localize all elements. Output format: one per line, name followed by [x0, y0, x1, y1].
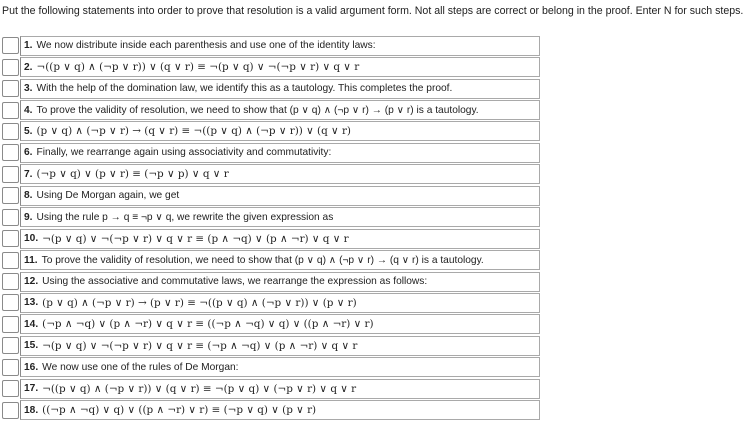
statement-text: ¬(p ∨ q) ∨ ¬(¬p ∨ r) ∨ q ∨ r ≡ (p ∧ ¬q) ∨ (p ∧ ¬r) ∨ q ∨ r	[42, 232, 349, 245]
statement-row	[0, 271, 540, 292]
statement-number: 11.	[24, 254, 38, 266]
statement-row	[0, 228, 540, 249]
statement-row	[0, 142, 540, 163]
statement-number: 4.	[24, 104, 33, 116]
statement-number: 14.	[24, 318, 39, 330]
statement-text: ¬((p ∨ q) ∧ (¬p ∨ r)) ∨ (q ∨ r) ≡ ¬(p ∨ q) ∨ (¬p ∨ r) ∨ q ∨ r	[42, 382, 357, 395]
order-input[interactable]	[2, 380, 19, 397]
statement-row	[0, 249, 540, 270]
statement-text: We now use one of the rules of De Morgan:	[42, 361, 239, 373]
statement-number: 1.	[24, 40, 33, 52]
statement-text: ((¬p ∧ ¬q) ∨ q) ∨ ((p ∧ ¬r) ∨ r) ≡ (¬p ∨ q) ∨ (p ∨ r)	[42, 404, 317, 417]
statement-box	[20, 250, 540, 270]
statement-list	[0, 35, 540, 421]
statement-text: (¬p ∧ ¬q) ∨ (p ∧ ¬r) ∨ q ∨ r ≡ ((¬p ∧ ¬q) ∨ q) ∨ ((p ∧ ¬r) ∨ r)	[42, 318, 374, 331]
statement-number: 6.	[24, 147, 33, 159]
statement-box	[20, 143, 540, 163]
order-input[interactable]	[2, 37, 19, 54]
order-input[interactable]	[2, 209, 19, 226]
statement-number: 7.	[24, 168, 33, 180]
statement-text: Using De Morgan again, we get	[36, 190, 180, 202]
statement-box	[20, 186, 540, 206]
statement-box	[20, 357, 540, 377]
statement-box	[20, 336, 540, 356]
statement-box	[20, 36, 540, 56]
order-input[interactable]	[2, 294, 19, 311]
order-input[interactable]	[2, 273, 19, 290]
statement-box	[20, 57, 540, 77]
statement-text: We now distribute inside each parenthesis and use one of the identity laws:	[36, 40, 376, 52]
statement-number: 18.	[24, 404, 39, 416]
statement-text: (¬p ∨ q) ∨ (p ∨ r) ≡ (¬p ∨ p) ∨ q ∨ r	[36, 168, 229, 181]
order-input[interactable]	[2, 144, 19, 161]
statement-box	[20, 207, 540, 227]
statement-row	[0, 357, 540, 378]
statement-text: To prove the validity of resolution, we need to show that (p ∨ q) ∧ (¬p ∨ r) → (q ∨ r) is a tautology.	[41, 254, 484, 266]
order-input[interactable]	[2, 123, 19, 140]
order-input[interactable]	[2, 80, 19, 97]
statement-number: 16.	[24, 361, 39, 373]
statement-text: (p ∨ q) ∧ (¬p ∨ r) → (p ∨ r) ≡ ¬((p ∨ q) ∧ (¬p ∨ r)) ∨ (p ∨ r)	[42, 296, 357, 309]
order-input[interactable]	[2, 102, 19, 119]
statement-box	[20, 100, 540, 120]
statement-row	[0, 399, 540, 420]
statement-number: 9.	[24, 211, 33, 223]
statement-number: 10.	[24, 233, 39, 245]
statement-number: 17.	[24, 383, 39, 395]
order-input[interactable]	[2, 187, 19, 204]
statement-box	[20, 79, 540, 99]
statement-text: ¬((p ∨ q) ∧ (¬p ∨ r)) ∨ (q ∨ r) ≡ ¬(p ∨ q) ∨ ¬(¬p ∨ r) ∨ q ∨ r	[36, 61, 360, 74]
statement-row	[0, 378, 540, 399]
statement-row	[0, 207, 540, 228]
statement-row	[0, 335, 540, 356]
statement-number: 3.	[24, 83, 33, 95]
statement-box	[20, 121, 540, 141]
statement-text: Using the associative and commutative laws, we rearrange the expression as follows:	[42, 276, 428, 288]
statement-number: 5.	[24, 125, 33, 137]
statement-text: (p ∨ q) ∧ (¬p ∨ r) → (q ∨ r) ≡ ¬((p ∨ q) ∧ (¬p ∨ r)) ∨ (q ∨ r)	[36, 125, 351, 138]
statement-box	[20, 164, 540, 184]
statement-box	[20, 293, 540, 313]
order-input[interactable]	[2, 337, 19, 354]
statement-row	[0, 185, 540, 206]
statement-box	[20, 272, 540, 292]
statement-box	[20, 314, 540, 334]
statement-row	[0, 164, 540, 185]
order-input[interactable]	[2, 402, 19, 419]
statement-box	[20, 400, 540, 420]
statement-row	[0, 78, 540, 99]
statement-row	[0, 292, 540, 313]
statement-box	[20, 229, 540, 249]
order-input[interactable]	[2, 359, 19, 376]
statement-text: ¬(p ∨ q) ∨ ¬(¬p ∨ r) ∨ q ∨ r ≡ (¬p ∧ ¬q) ∨ (p ∧ ¬r) ∨ q ∨ r	[42, 339, 358, 352]
order-input[interactable]	[2, 59, 19, 76]
statement-number: 8.	[24, 190, 33, 202]
statement-row	[0, 35, 540, 56]
statement-row	[0, 121, 540, 142]
order-input[interactable]	[2, 316, 19, 333]
statement-number: 13.	[24, 297, 39, 309]
statement-text: Finally, we rearrange again using associativity and commutativity:	[36, 147, 332, 159]
order-input[interactable]	[2, 252, 19, 269]
statement-text: With the help of the domination law, we identify this as a tautology. This completes the proof.	[36, 83, 453, 95]
statement-box	[20, 379, 540, 399]
instructions-text: Put the following statements into order to prove that resolution is a valid argument form. Not all steps are correct or belong in the proof. Enter N for such steps.	[2, 5, 744, 17]
statement-number: 12.	[24, 276, 39, 288]
order-input[interactable]	[2, 166, 19, 183]
statement-row	[0, 314, 540, 335]
statement-number: 15.	[24, 340, 39, 352]
statement-row	[0, 56, 540, 77]
statement-row	[0, 99, 540, 120]
order-input[interactable]	[2, 230, 19, 247]
statement-text: To prove the validity of resolution, we need to show that (p ∨ q) ∧ (¬p ∨ r) → (p ∨ r) is a tautology.	[36, 104, 479, 116]
statement-number: 2.	[24, 61, 33, 73]
statement-text: Using the rule p → q ≡ ¬p ∨ q, we rewrite the given expression as	[36, 211, 334, 223]
